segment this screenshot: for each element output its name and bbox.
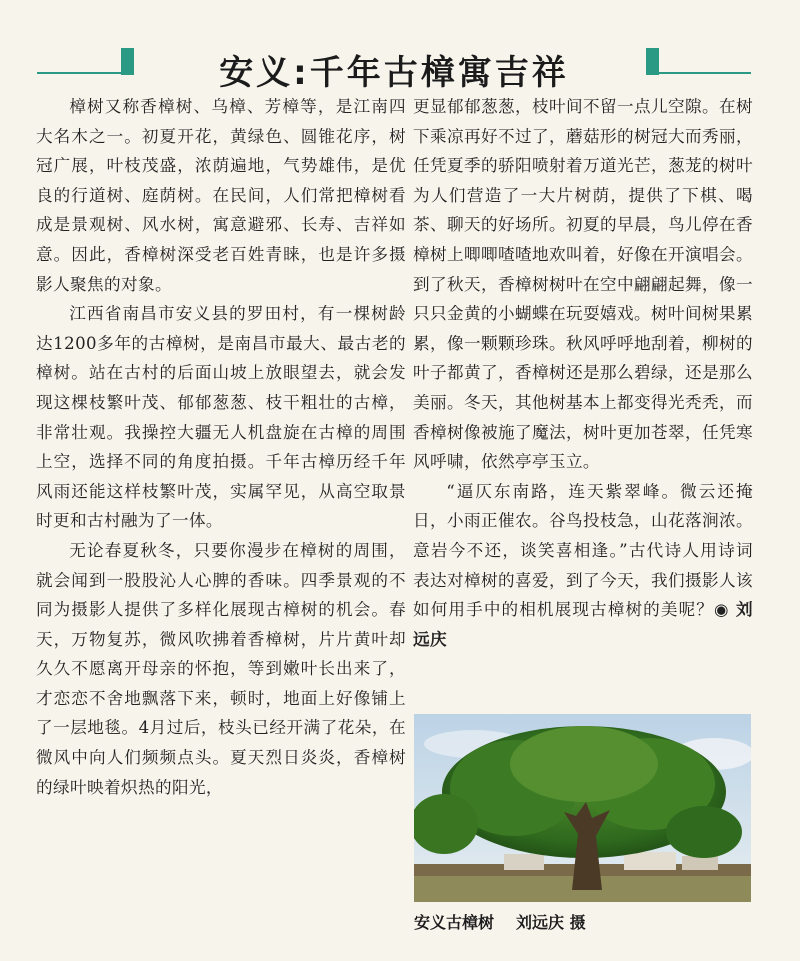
headline-square-right bbox=[646, 48, 659, 75]
paragraph-4-text: “逼仄东南路，连天紫翠峰。微云还掩日，小雨正催农。谷鸟投枝急，山花落涧浓。意岩今不还，谈笑喜相逢。”古代诗人用诗词表达对樟树的喜爱，到了今天，我们摄影人该如何用手中的相机展现古樟树的美呢？ bbox=[413, 481, 753, 620]
article-headline: 安义:千年古樟寓吉祥 bbox=[219, 52, 569, 93]
byline-camera-icon: ◉ bbox=[714, 600, 730, 620]
headline-rule-left bbox=[37, 72, 133, 74]
camphor-tree-photo bbox=[414, 714, 751, 902]
article-column-right bbox=[413, 92, 753, 654]
paragraph-3: 无论春夏秋冬，只要你漫步在樟树的周围，就会闻到一股股沁人心脾的香味。四季景观的不同为摄影人提供了多样化展现古樟树的机会。春天，万物复苏，微风吹拂着香樟树，片片黄叶却久久不愿离开母亲的怀抱，等到嫩叶长出来了，才恋恋不舍地飘落下来，顿时，地面上好像铺上了一层地毯。4月过后，枝头已经开满了花朵，在微风中向人们频频点头。夏天烈日炎炎，香樟树的绿叶映着炽热的阳光， bbox=[36, 540, 406, 797]
paragraph-3-continued: 更显郁郁葱葱，枝叶间不留一点儿空隙。在树下乘凉再好不过了，蘑菇形的树冠大而秀丽，任凭夏季的骄阳喷射着万道光芒，葱茏的树叶为人们营造了一大片树荫，提供了下棋、喝茶、聊天的好场所。初夏的早晨，鸟儿停在香樟树上唧唧喳喳地欢叫着，好像在开演唱会。到了秋天，香樟树树叶在空中翩翩起舞，像一只只金黄的小蝴蝶在玩耍嬉戏。树叶间树果累累，像一颗颗珍珠。秋风呼呼地刮着，柳树的叶子都黄了，香樟树还是那么碧绿，还是那么美丽。冬天，其他树基本上都变得光秃秃，而香樟树像被施了魔法，树叶更加苍翠，任凭寒风呼啸，依然亭亭玉立。 bbox=[413, 97, 753, 472]
byline-author: 刘远庆 bbox=[413, 600, 753, 649]
photo-caption-title: 安义古樟树 bbox=[414, 913, 495, 932]
photo-caption-credit: 刘远庆 摄 bbox=[516, 913, 586, 932]
paragraph-1: 樟树又称香樟树、乌樟、芳樟等，是江南四大名木之一。初夏开花，黄绿色、圆锥花序，树冠广展，叶枝茂盛，浓荫遍地，气势雄伟，是优良的行道树、庭荫树。在民间，人们常把樟树看成是景观树、风水树，寓意避邪、长寿、吉祥如意。因此，香樟树深受老百姓青睐，也是许多摄影人聚焦的对象。 bbox=[36, 97, 406, 294]
paragraph-4 bbox=[413, 477, 753, 655]
photo-caption bbox=[414, 910, 751, 936]
headline-row bbox=[37, 22, 751, 93]
article-column-left bbox=[36, 92, 406, 802]
paragraph-2: 江西省南昌市安义县的罗田村，有一棵树龄达1200多年的古樟树，是南昌市最大、最古老的樟树。站在古村的后面山坡上放眼望去，就会发现这棵枝繁叶茂、郁郁葱葱、枝干粗壮的古樟，非常壮观。我操控大疆无人机盘旋在古樟的周围上空，选择不同的角度拍摄。千年古樟历经千年风雨还能这样枝繁叶茂，实属罕见，从高空取景时更和古村融为了一体。 bbox=[36, 304, 406, 531]
headline-rule-right bbox=[657, 72, 751, 74]
headline-square-left bbox=[121, 48, 134, 75]
